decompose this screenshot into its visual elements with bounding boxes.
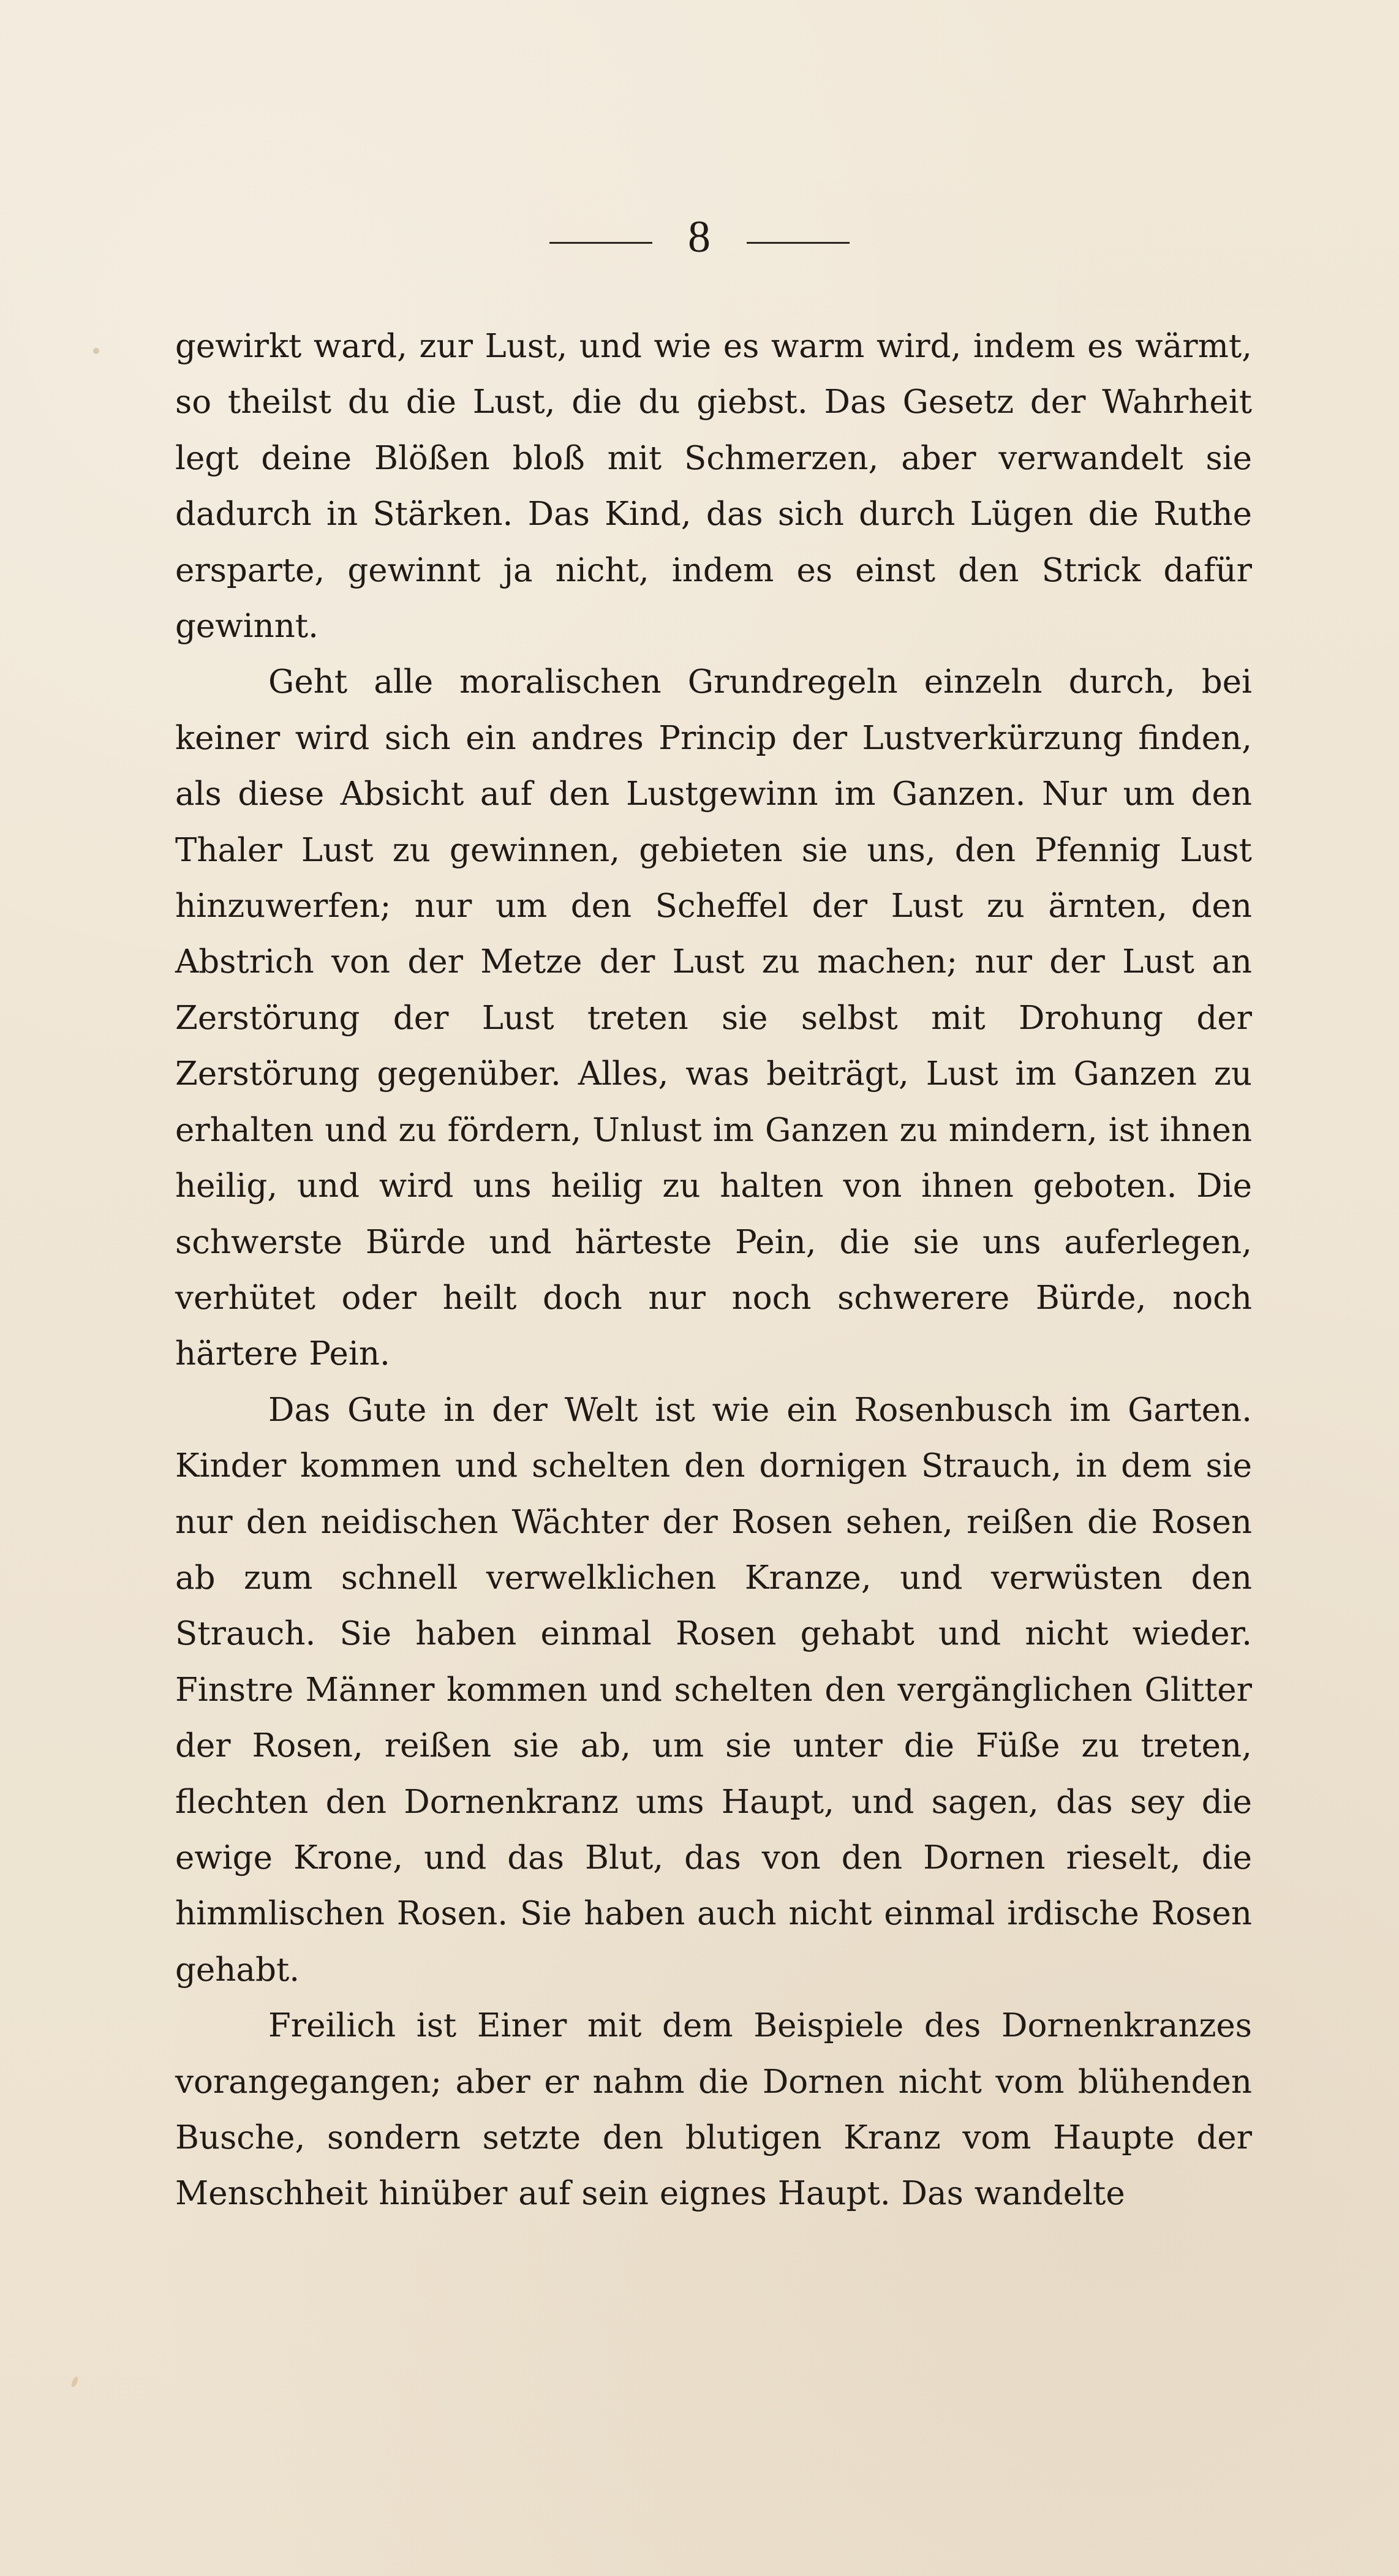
page-header bbox=[0, 209, 1399, 265]
paper-speck bbox=[93, 348, 99, 354]
page-body bbox=[175, 318, 1252, 2222]
header-rule-right bbox=[747, 242, 850, 244]
paragraph-3: Das Gute in der Welt ist wie ein Rosenbusch im Garten. Kinder kommen und schelten den dornigen Strauch, in dem sie nur den neidischen Wächter der Rosen sehen, reißen die Rosen ab zum schnell verwelklichen Kranze, und verwüsten den Strauch. Sie haben einmal Rosen gehabt und nicht wieder. Finstre Männer kommen und schelten den vergänglichen Glitter der Rosen, reißen sie ab, um sie unter die Füße zu treten, flechten den Dornenkranz ums Haupt, und sagen, das sey die ewige Krone, und das Blut, das von den Dornen rieselt, die himmlischen Rosen. Sie haben auch nicht einmal irdische Rosen gehabt. bbox=[175, 1391, 1252, 1989]
paragraph-1: gewirkt ward, zur Lust, und wie es warm wird, indem es wärmt, so theilst du die Lust, die du giebst. Das Gesetz der Wahrheit legt deine Blößen bloß mit Schmerzen, aber verwandelt sie dadurch in Stärken. Das Kind, das sich durch Lügen die Ruthe ersparte, gewinnt ja nicht, indem es einst den Strick dafür gewinnt. bbox=[175, 328, 1252, 646]
paragraph-4: Freilich ist Einer mit dem Beispiele des Dornenkranzes vorangegangen; aber er nahm die Dornen nicht vom blühenden Busche, sondern setzte den blutigen Kranz vom Haupte der Menschheit hinüber auf sein eignes Haupt. Das wandelte bbox=[175, 2007, 1252, 2213]
header-rule-left bbox=[549, 242, 652, 244]
paper-speck bbox=[70, 2376, 80, 2388]
paragraph-2: Geht alle moralischen Grundregeln einzeln durch, bei keiner wird sich ein andres Princip der Lustverkürzung finden, als diese Absicht auf den Lustgewinn im Ganzen. Nur um den Thaler Lust zu gewinnen, gebieten sie uns, den Pfennig Lust hinzuwerfen; nur um den Scheffel der Lust zu ärnten, den Abstrich von der Metze der Lust zu machen; nur der Lust an Zerstörung der Lust treten sie selbst mit Drohung der Zerstörung gegenüber. Alles, was beiträgt, Lust im Ganzen zu erhalten und zu fördern, Unlust im Ganzen zu mindern, ist ihnen heilig, und wird uns heilig zu halten von ihnen geboten. Die schwerste Bürde und härteste Pein, die sie uns auferlegen, verhütet oder heilt doch nur noch schwerere Bürde, noch härtere Pein. bbox=[175, 663, 1252, 1373]
page-number: 8 bbox=[688, 212, 711, 262]
